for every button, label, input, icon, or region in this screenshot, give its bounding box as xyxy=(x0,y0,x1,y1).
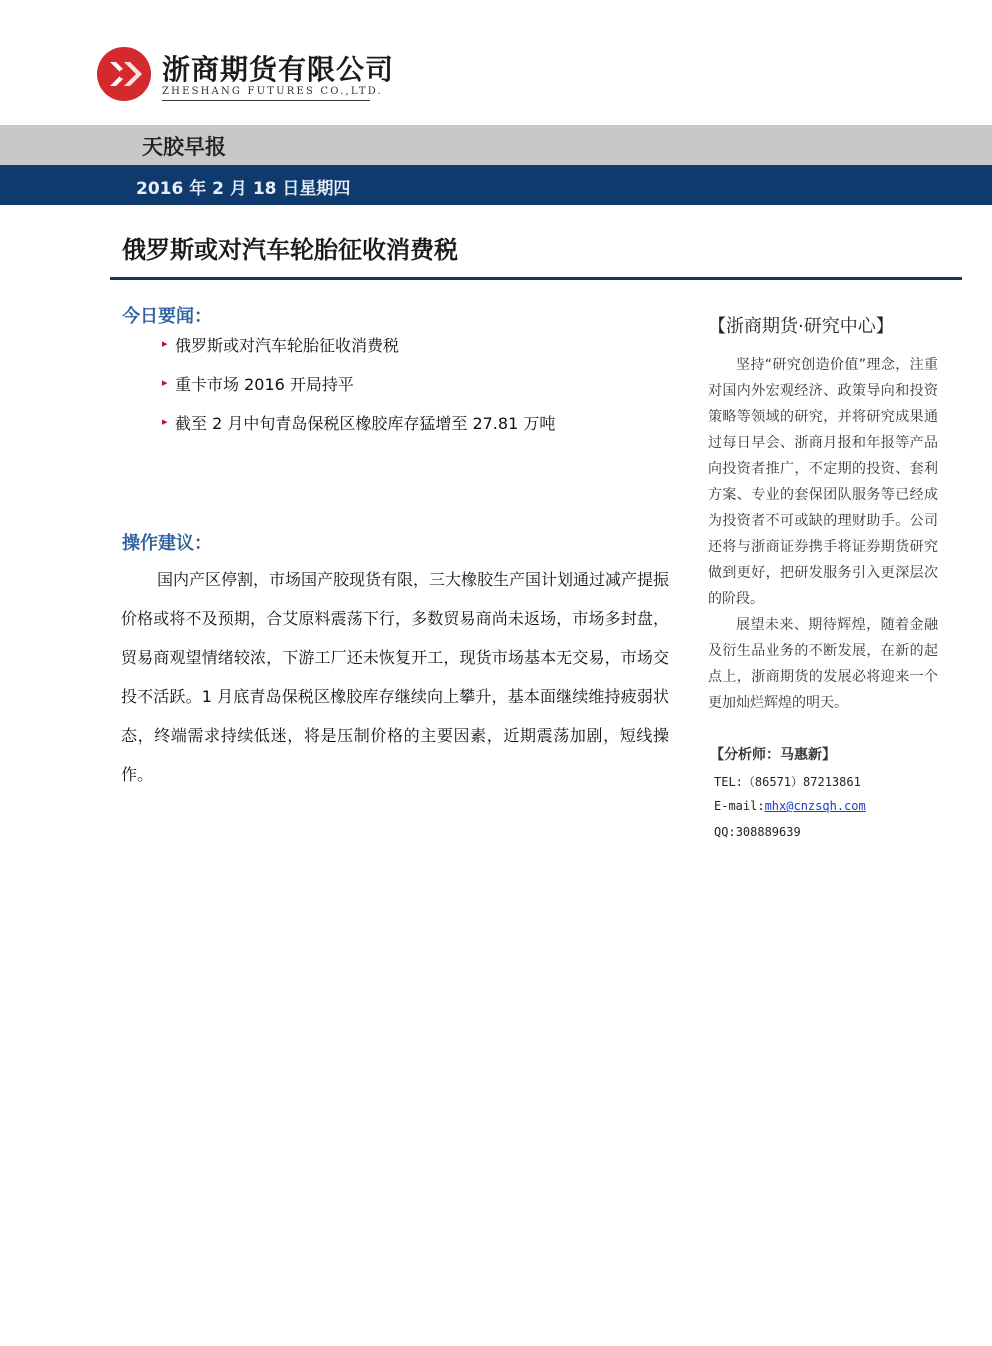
sidebar-outlook-paragraph: 展望未来、期待辉煌，随着金融及衍生品业务的不断发展，在新的起点上，浙商期货的发展必将迎来一个更加灿烂辉煌的明天。 xyxy=(708,617,938,711)
advice-heading: 操作建议： xyxy=(122,533,212,554)
date-band xyxy=(0,165,992,205)
company-logo-icon xyxy=(96,46,152,102)
list-item xyxy=(162,372,555,411)
tel-value: （86571）87213861 xyxy=(742,775,861,789)
email-label: E-mail: xyxy=(714,799,765,813)
article-title: 俄罗斯或对汽车轮胎征收消费税 xyxy=(122,236,458,264)
bullet-icon: ▸ xyxy=(162,415,168,428)
contact-qq xyxy=(714,825,801,839)
advice-paragraph: 国内产区停割，市场国产胶现货有限，三大橡胶生产国计划通过减产提振价格或将不及预期，合艾原料震荡下行，多数贸易商尚未返场，市场多封盘，贸易商观望情绪较浓，下游工厂还未恢复开工，现货市场基本无交易，市场交投不活跃。1 月底青岛保税区橡胶库存继续向上攀升，基本面继续维持疲弱状态，终端需求持续低迷，将是压制价格的主要因素，近期震荡加剧，短线操作。 xyxy=(121,570,670,784)
news-item-text: 俄罗斯或对汽车轮胎征收消费税 xyxy=(175,336,400,355)
qq-value: 308889639 xyxy=(735,825,801,839)
logo-divider xyxy=(162,100,370,101)
bullet-icon: ▸ xyxy=(162,376,168,389)
tel-label: TEL: xyxy=(714,775,743,789)
bullet-icon: ▸ xyxy=(162,337,168,350)
email-link[interactable]: mhx@cnzsqh.com xyxy=(764,799,866,813)
qq-label: QQ: xyxy=(714,825,736,839)
contact-tel xyxy=(714,773,861,790)
news-item-text: 截至 2 月中旬青岛保税区橡胶库存猛增至 27.81 万吨 xyxy=(175,414,556,433)
analyst-heading: 【分析师：马惠新】 xyxy=(710,747,836,763)
news-heading: 今日要闻： xyxy=(122,306,212,327)
company-name-cn: 浙商期货有限公司 xyxy=(162,53,395,86)
report-type: 天胶早报 xyxy=(142,135,226,159)
news-item-text: 重卡市场 2016 开局持平 xyxy=(175,375,354,394)
title-divider xyxy=(110,277,962,280)
report-date: 2016 年 2 月 18 日星期四 xyxy=(136,179,351,199)
list-item xyxy=(162,411,555,450)
report-type-band xyxy=(0,125,992,165)
sidebar-title: 【浙商期货·研究中心】 xyxy=(708,316,894,337)
company-name-en: ZHESHANG FUTURES CO.,LTD. xyxy=(162,86,383,97)
sidebar-intro-paragraph: 坚持“研究创造价值”理念，注重对国内外宏观经济、政策导向和投资策略等领域的研究，并将研究成果通过每日早会、浙商月报和年报等产品向投资者推广，不定期的投资、套利方案、专业的套保团队服务等已经成为投资者不可或缺的理财助手。公司还将与浙商证券携手将证券期货研究做到更好，把研发服务引入更深层次的阶段。 xyxy=(708,357,938,607)
news-list xyxy=(162,333,555,450)
contact-email xyxy=(714,799,866,813)
list-item xyxy=(162,333,555,372)
